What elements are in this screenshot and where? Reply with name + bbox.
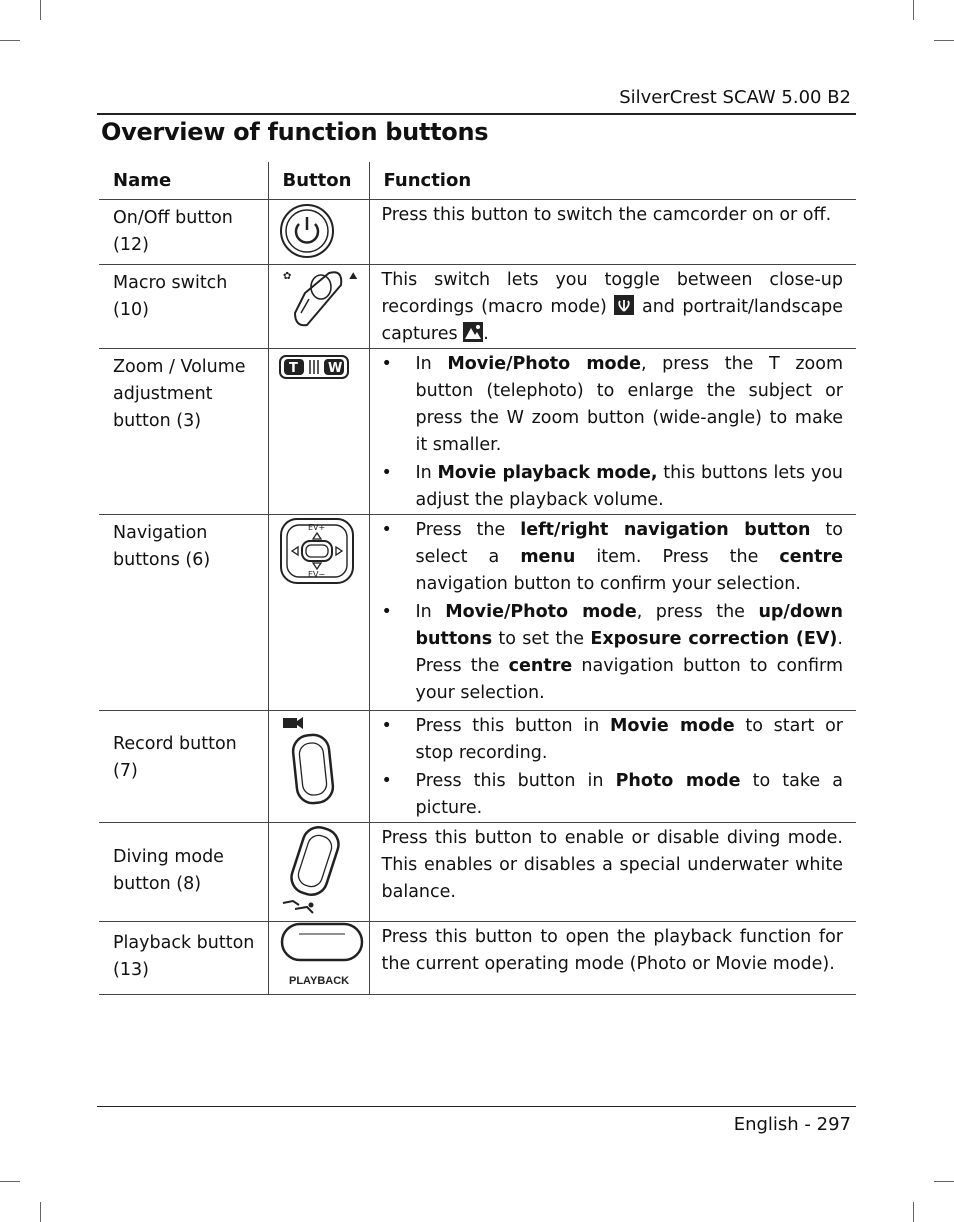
navigation-pad-icon — [279, 517, 357, 587]
table-row — [99, 200, 856, 265]
svg-text:T: T — [288, 361, 298, 376]
table-header-row — [99, 162, 856, 200]
row-name: Record button (7) — [99, 711, 268, 823]
macro-mode-icon — [614, 295, 634, 315]
svg-text:⛰: ⛰ — [348, 271, 357, 282]
row-name: On/Off button (12) — [99, 200, 268, 265]
row-function-text: Press this button to enable or disable diving mode. This enables or disables a special underwater white balance. — [381, 828, 843, 902]
table-row — [99, 515, 856, 711]
record-button-icon — [277, 713, 347, 807]
list-item: • Press this button in Movie mode to start or stop recording. — [382, 713, 844, 767]
landscape-mode-icon — [463, 322, 483, 342]
column-header-button: Button — [268, 162, 369, 200]
footer-rule — [97, 1106, 856, 1107]
row-function-text: . — [483, 324, 489, 344]
crop-mark — [934, 1181, 954, 1182]
page-number: English - 297 — [733, 1114, 851, 1135]
row-name: Navigation buttons (6) — [113, 523, 211, 570]
row-function-text: and portrait/landscape captures — [381, 297, 843, 344]
list-item: • Press the left/right navigation button to select a menu item. Press the centre navigation button to confirm your selection. — [382, 517, 844, 598]
power-button-icon — [279, 200, 339, 262]
table-row — [99, 823, 856, 922]
playback-label: PLAYBACK — [288, 975, 349, 987]
row-function-text: Press this button to switch the camcorder on or off. — [381, 205, 832, 225]
row-name: Diving mode button (8) — [99, 823, 268, 922]
crop-mark — [40, 1202, 41, 1222]
list-item: • In Movie/Photo mode, press the T zoom button (telephoto) to enlarge the subject or press the W zoom button (wide-angle) to make it smaller. — [382, 351, 844, 459]
navigation-ev-plus-label: EV+ — [307, 523, 325, 532]
table-row — [99, 349, 856, 515]
svg-text:W: W — [327, 361, 342, 376]
crop-mark — [40, 0, 41, 20]
row-name: Zoom / Volume adjustment button (3) — [113, 357, 246, 431]
crop-mark — [0, 1181, 20, 1182]
list-item: • In Movie playback mode, this buttons lets you adjust the playback volume. — [382, 460, 844, 514]
row-function-text: This switch lets you toggle between close-up recordings (macro mode) — [381, 270, 843, 317]
row-name: Playback button (13) — [99, 922, 268, 995]
macro-switch-icon — [277, 265, 367, 331]
zoom-button-icon — [279, 355, 351, 381]
table-row — [99, 265, 856, 349]
crop-mark — [934, 40, 954, 41]
section-title: Overview of function buttons — [101, 118, 489, 146]
diving-button-icon — [277, 823, 353, 921]
crop-mark — [913, 1202, 914, 1222]
document-header-title: SilverCrest SCAW 5.00 B2 — [619, 87, 851, 108]
column-header-function: Function — [369, 162, 856, 200]
column-header-name: Name — [99, 162, 268, 200]
crop-mark — [0, 40, 20, 41]
playback-button-icon — [269, 922, 369, 994]
row-function-text: Press this button to open the playback function for the current operating mode (Photo or Movie mode). — [381, 927, 843, 974]
table-row — [99, 711, 856, 823]
svg-text:✿: ✿ — [282, 271, 291, 282]
crop-mark — [913, 0, 914, 20]
list-item: • In Movie/Photo mode, press the up/down buttons to set the Exposure correction (EV). Press the centre navigation button to confirm your selection. — [382, 599, 844, 707]
function-buttons-table — [99, 162, 856, 995]
header-rule — [97, 113, 856, 115]
navigation-ev-minus-label: EV− — [307, 570, 325, 579]
table-row — [99, 922, 856, 995]
row-name: Macro switch (10) — [99, 265, 268, 349]
list-item: • Press this button in Photo mode to take a picture. — [382, 768, 844, 822]
